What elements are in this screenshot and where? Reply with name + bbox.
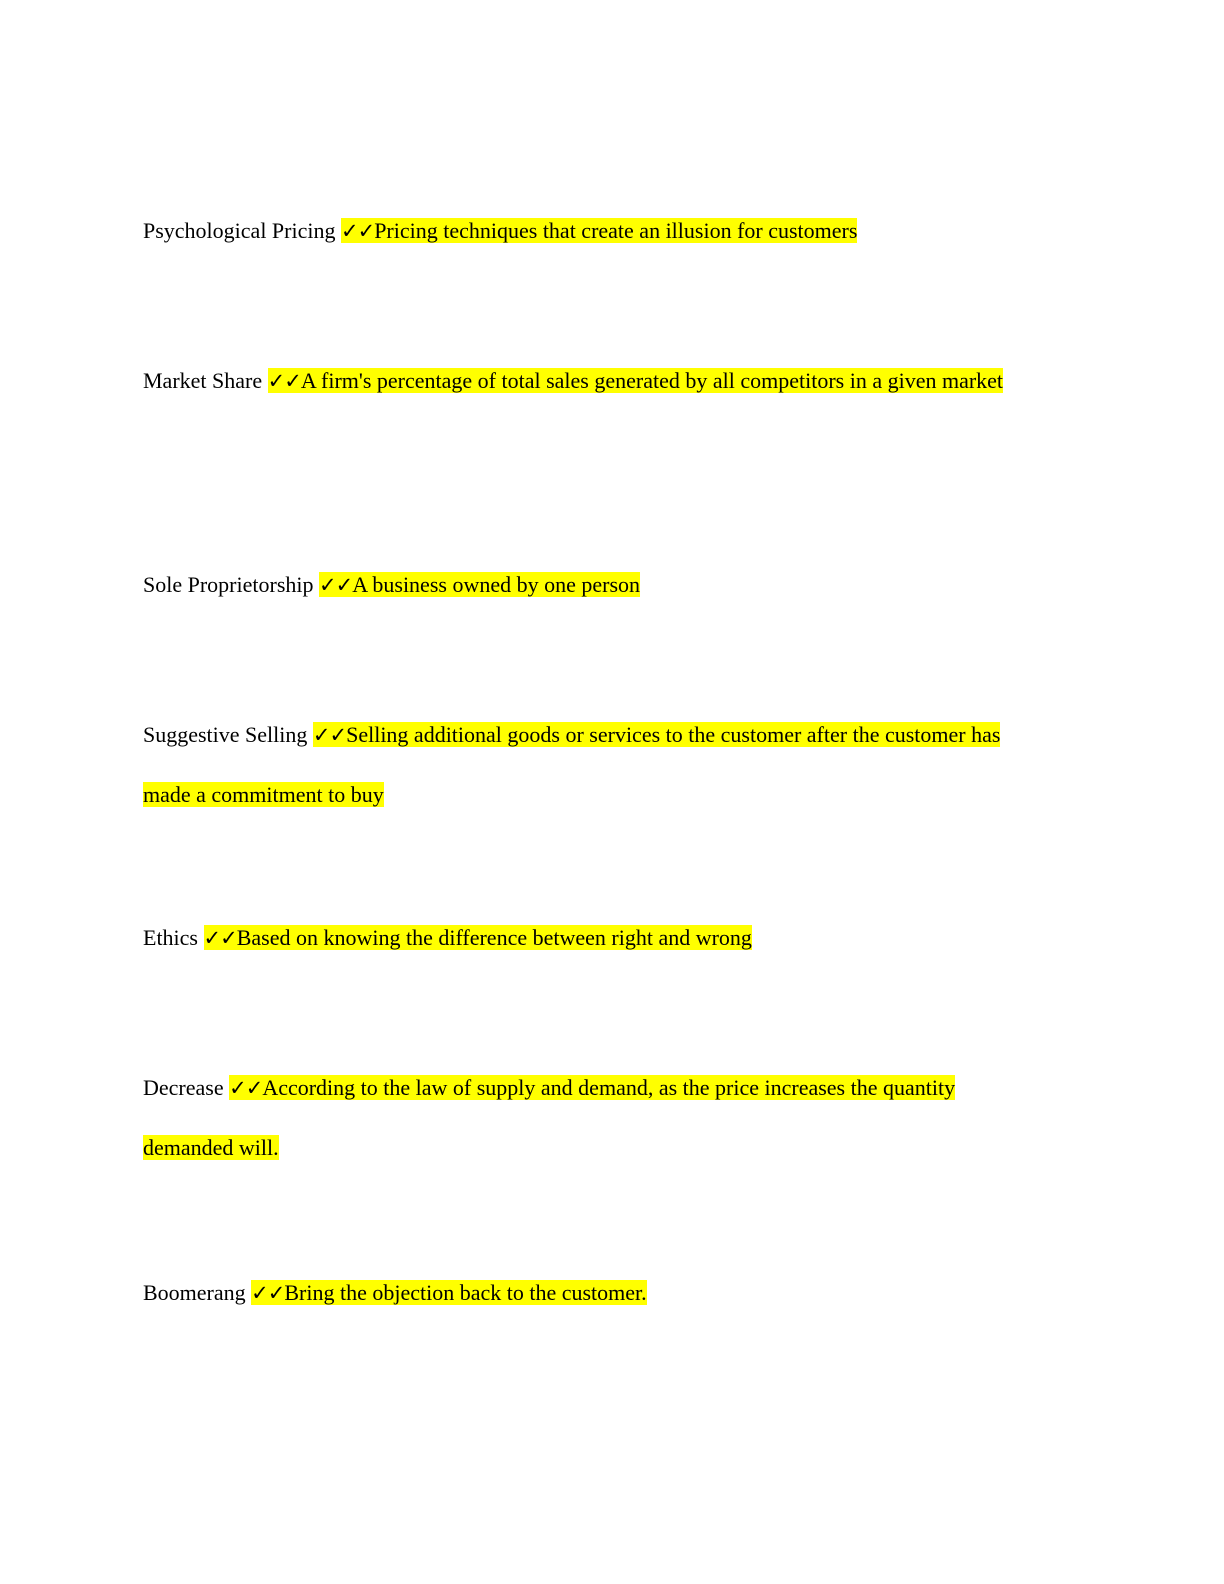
entry-term: Boomerang [143, 1280, 246, 1305]
entry-definition [319, 572, 640, 597]
entry-term: Market Share [143, 368, 263, 393]
entry-term: Sole Proprietorship [143, 572, 314, 597]
check-icon: ✓✓ [203, 926, 237, 950]
definition-text: Pricing techniques that create an illusion for customers [374, 218, 858, 243]
flashcard-entry [143, 908, 1043, 968]
flashcard-entry [143, 201, 1043, 261]
definition-text: Selling additional goods or services to the customer after the customer has made a commitment to buy [143, 722, 1001, 807]
check-icon: ✓✓ [319, 573, 353, 597]
entry-definition [268, 368, 1003, 393]
entry-definition [251, 1280, 647, 1305]
entry-term: Ethics [143, 925, 198, 950]
check-icon: ✓✓ [251, 1281, 285, 1305]
check-icon: ✓✓ [229, 1076, 263, 1100]
entry-term: Decrease [143, 1075, 224, 1100]
flashcard-entry [143, 1058, 1043, 1177]
flashcard-entry [143, 555, 1043, 615]
flashcard-entry [143, 705, 1043, 824]
entry-definition [143, 1075, 955, 1160]
definition-text: According to the law of supply and demand, as the price increases the quantity demanded will. [143, 1075, 956, 1160]
flashcard-entry [143, 1263, 1043, 1323]
check-icon: ✓✓ [267, 369, 301, 393]
entry-term: Psychological Pricing [143, 218, 336, 243]
flashcard-entry [143, 351, 1043, 411]
check-icon: ✓✓ [340, 219, 375, 243]
check-icon: ✓✓ [312, 723, 347, 747]
entry-definition [341, 218, 857, 243]
definition-text: A business owned by one person [352, 572, 641, 597]
entry-definition [204, 925, 752, 950]
definition-text: Based on knowing the difference between right and wrong [236, 925, 752, 950]
entry-term: Suggestive Selling [143, 722, 308, 747]
definition-text: Bring the objection back to the customer. [284, 1280, 647, 1305]
definition-text: A firm's percentage of total sales generated by all competitors in a given market [300, 368, 1004, 393]
